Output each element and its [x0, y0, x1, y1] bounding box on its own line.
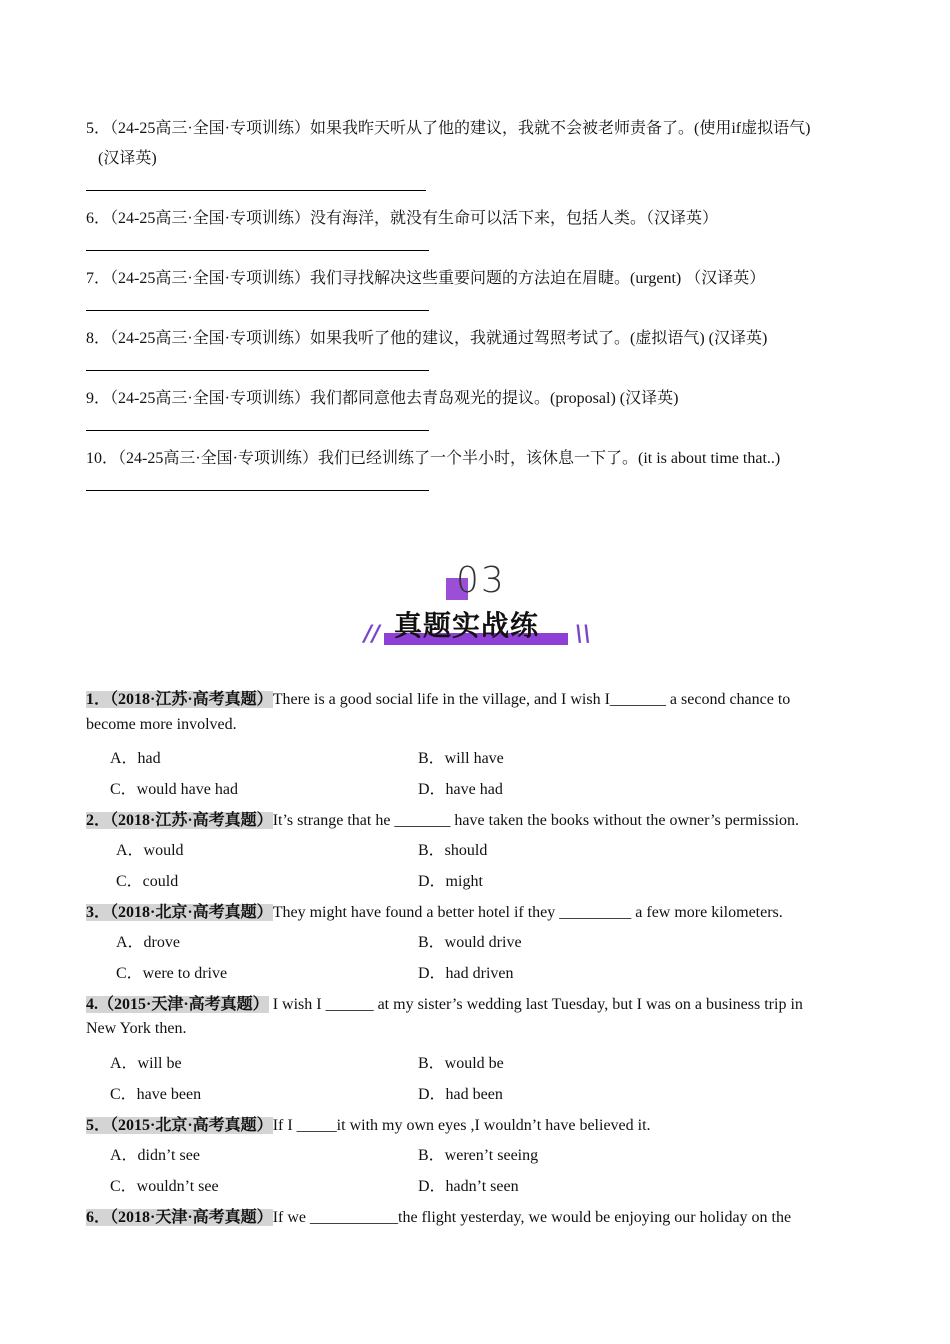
option-c[interactable]: C．would have had	[110, 781, 238, 798]
question-text: If I _____it with my own eyes ,I wouldn’t have believed it.	[272, 1117, 651, 1134]
option-d[interactable]: D．had been	[418, 1086, 503, 1103]
option-d[interactable]: D．had driven	[418, 965, 514, 982]
option-b[interactable]: B．would be	[418, 1055, 504, 1072]
option-b[interactable]: B．weren’t seeing	[418, 1147, 539, 1164]
answer-line[interactable]	[86, 250, 429, 251]
question-source: 4.（2015·天津·高考真题）	[86, 996, 269, 1013]
question-text: They might have found a better hotel if they _________ a few more kilometers.	[272, 904, 783, 921]
question-3	[86, 899, 783, 922]
answer-line[interactable]	[86, 430, 429, 431]
translation-item-6: 6．（24-25高三·全国·专项训练）没有海洋，就没有生命可以活下来，包括人类。（汉译英）	[86, 210, 719, 227]
answer-line[interactable]	[86, 370, 429, 371]
option-a[interactable]: A．would	[116, 842, 184, 859]
answer-line[interactable]	[86, 310, 429, 311]
section-heading	[0, 560, 950, 655]
option-b[interactable]: B．would drive	[418, 934, 522, 951]
translation-item-5-cont: (汉译英)	[98, 150, 157, 167]
option-c[interactable]: C．have been	[110, 1086, 202, 1103]
option-a[interactable]: A．will be	[110, 1055, 182, 1072]
question-source: 2．（2018·江苏·高考真题）	[86, 812, 273, 829]
question-source: 6．（2018·天津·高考真题）	[86, 1209, 273, 1226]
translation-item-10: 10．（24-25高三·全国·专项训练）我们已经训练了一个半小时，该休息一下了。(it is about time that..)	[86, 450, 781, 467]
section-title: 真题实战练	[394, 609, 540, 642]
question-6	[86, 1204, 791, 1227]
option-a[interactable]: A．had	[110, 750, 161, 767]
option-a[interactable]: A．drove	[116, 934, 180, 951]
translation-item-5: 5．（24-25高三·全国·专项训练）如果我昨天听从了他的建议，我就不会被老师责备了。(使用if虚拟语气)	[86, 120, 811, 137]
question-5	[86, 1112, 651, 1135]
option-c[interactable]: C．were to drive	[116, 965, 228, 982]
option-c[interactable]: C．could	[116, 873, 179, 890]
option-d[interactable]: D．hadn’t seen	[418, 1178, 519, 1195]
option-b[interactable]: B．will have	[418, 750, 504, 767]
question-source: 5．（2015·北京·高考真题）	[86, 1117, 273, 1134]
option-b[interactable]: B．should	[418, 842, 488, 859]
right-slash-decoration: \\	[575, 622, 592, 647]
option-a[interactable]: A．didn’t see	[110, 1147, 200, 1164]
translation-item-7: 7．（24-25高三·全国·专项训练）我们寻找解决这些重要问题的方法迫在眉睫。(urgent) （汉译英）	[86, 270, 766, 287]
left-slash-decoration: //	[364, 622, 381, 647]
question-1	[86, 686, 790, 709]
question-source: 3．（2018·北京·高考真题）	[86, 904, 273, 921]
option-c[interactable]: C．wouldn’t see	[110, 1178, 219, 1195]
section-number: 03	[456, 560, 506, 601]
answer-line[interactable]	[86, 190, 426, 191]
option-d[interactable]: D．have had	[418, 781, 503, 798]
question-1-cont: become more involved.	[86, 716, 237, 733]
question-text: It’s strange that he _______ have taken the books without the owner’s permission.	[272, 812, 799, 829]
question-source: 1．（2018·江苏·高考真题）	[86, 691, 273, 708]
question-4	[86, 991, 803, 1014]
translation-item-9: 9．（24-25高三·全国·专项训练）我们都同意他去青岛观光的提议。(proposal) (汉译英)	[86, 390, 679, 407]
question-text: I wish I ______ at my sister’s wedding last Tuesday, but I was on a business trip in	[268, 996, 803, 1013]
question-text: There is a good social life in the village, and I wish I_______ a second chance to	[272, 691, 791, 708]
option-d[interactable]: D．might	[418, 873, 483, 890]
question-4-cont: New York then.	[86, 1020, 187, 1037]
question-text: If we ___________the flight yesterday, we would be enjoying our holiday on the	[272, 1209, 792, 1226]
answer-line[interactable]	[86, 490, 429, 491]
question-2	[86, 807, 799, 830]
translation-item-8: 8．（24-25高三·全国·专项训练）如果我听了他的建议，我就通过驾照考试了。(虚拟语气) (汉译英)	[86, 330, 768, 347]
